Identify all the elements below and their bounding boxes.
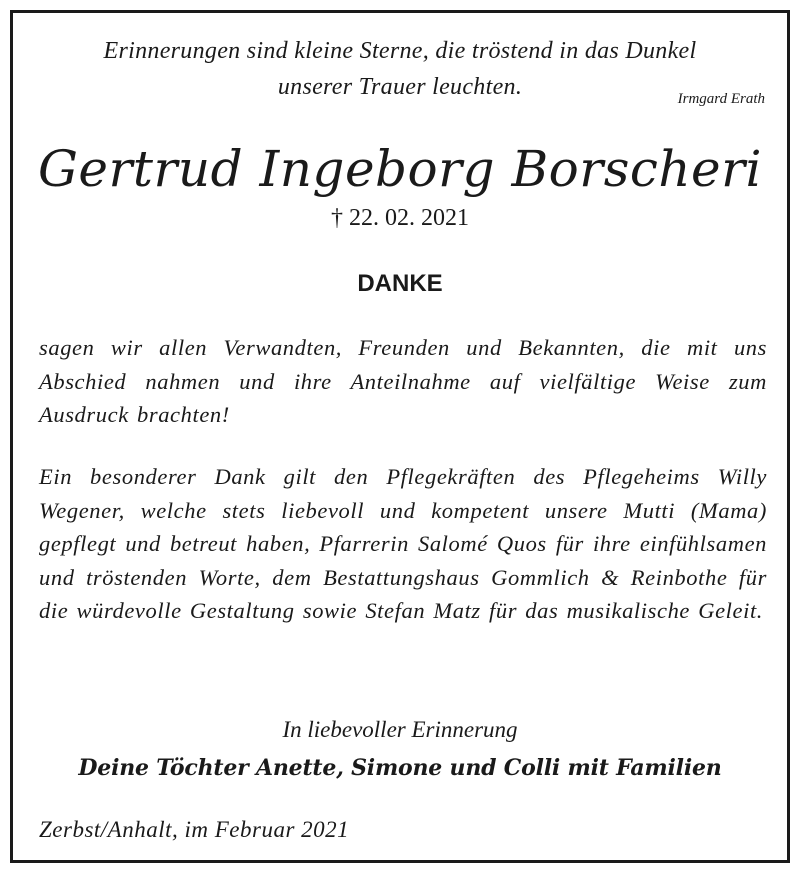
obituary-notice — [10, 10, 790, 863]
thanks-heading: DANKE — [357, 270, 443, 297]
closing-remembrance: In liebevoller Erinnerung — [282, 717, 518, 742]
family-signature: Deine Töchter Anette, Simone und Colli mit Familien — [78, 755, 722, 781]
thanks-paragraph-1: sagen wir allen Verwandten, Freunden und Bekannten, die mit uns Abschied nahmen und ihre Anteilnahme auf vielfältige Weise zum Ausdruck brachten! — [39, 335, 767, 427]
quote-line-2: unserer Trauer leuchten. — [277, 74, 523, 100]
deceased-name: Gertrud Ingeborg Borscheri — [37, 140, 763, 198]
memorial-quote — [13, 33, 787, 105]
place-and-date: Zerbst/Anhalt, im Februar 2021 — [39, 817, 350, 842]
quote-author: Irmgard Erath — [677, 91, 765, 107]
death-date: † 22. 02. 2021 — [331, 205, 469, 231]
quote-line-1: Erinnerungen sind kleine Sterne, die tröstend in das Dunkel — [103, 38, 697, 64]
thanks-paragraph-2: Ein besonderer Dank gilt den Pflegekräften des Pflegeheims Willy Wegener, welche stets liebevoll und kompetent unsere Mutti (Mama) gepflegt und betreut haben, Pfarrerin Salomé Quos für ihre einfühlsamen und tröstenden Worte, dem Bestattungshaus Gommlich & Reinbothe für die würdevolle Gestaltung sowie Stefan Matz für das musikalische Geleit. — [39, 464, 767, 623]
